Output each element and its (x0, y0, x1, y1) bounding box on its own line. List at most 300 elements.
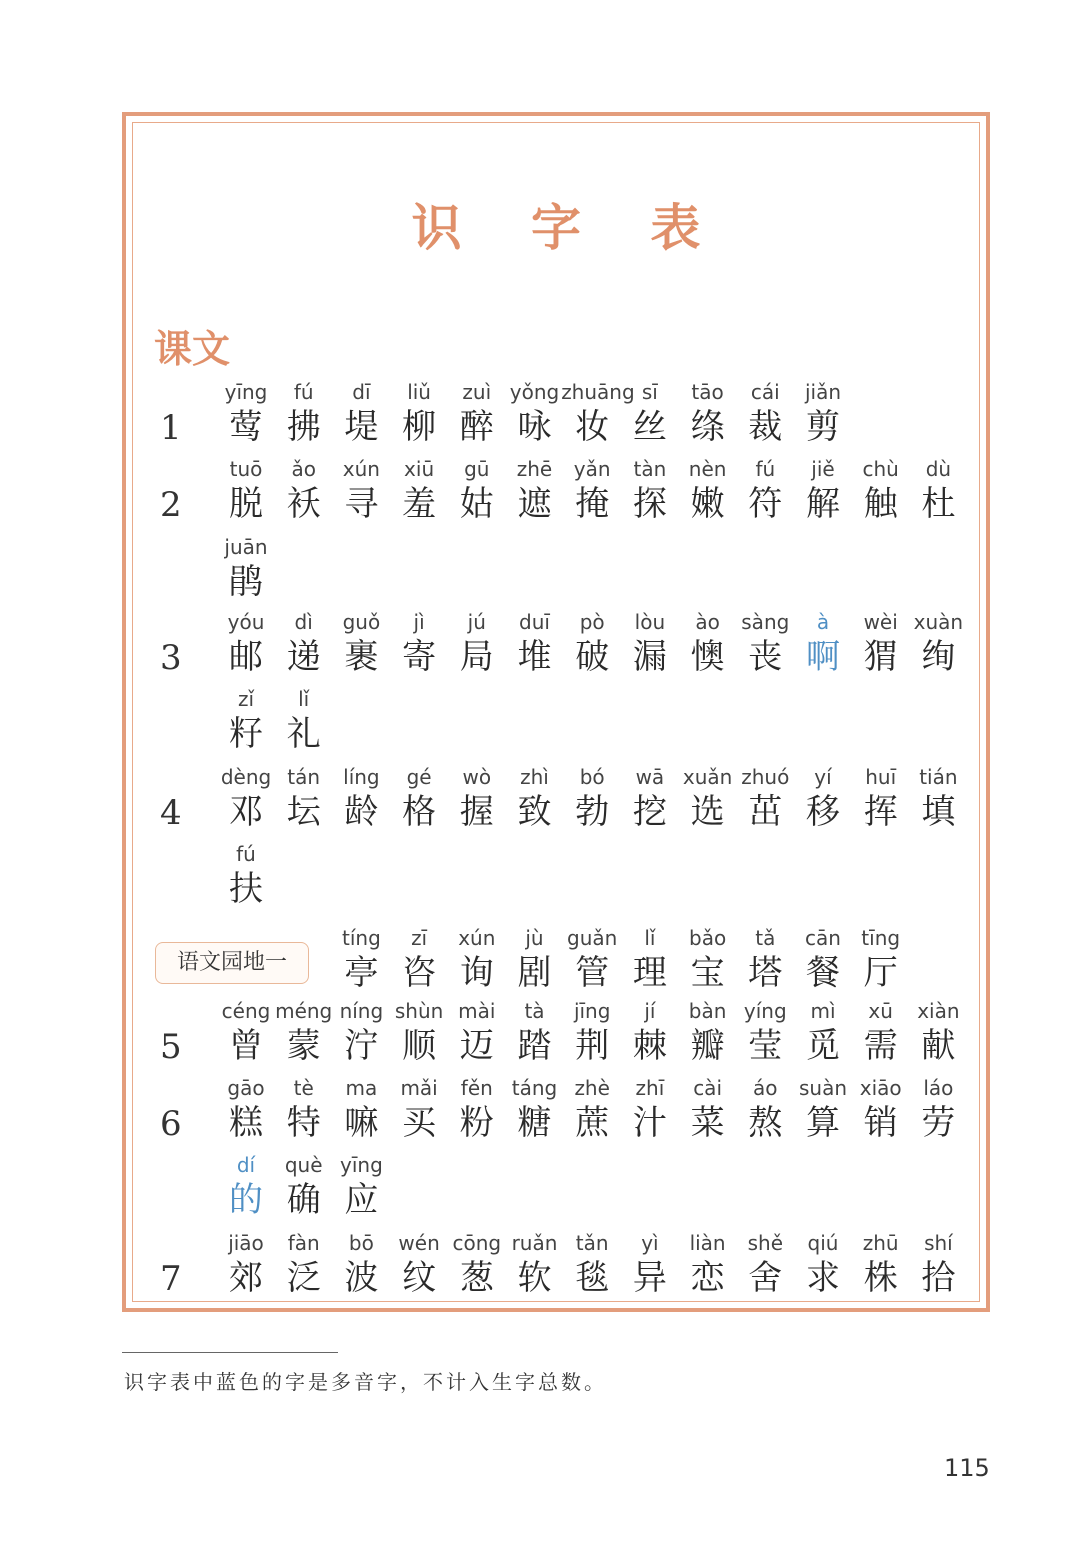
pinyin: yíng (743, 999, 787, 1023)
pinyin: mǎi (400, 1076, 438, 1100)
pinyin: bó (579, 765, 605, 789)
character-cell (215, 997, 277, 1067)
hanzi: 礼 (286, 714, 321, 754)
pinyin: ào (695, 610, 720, 634)
pinyin: wò (462, 765, 492, 789)
character-cell (907, 1074, 969, 1144)
hanzi: 理 (632, 953, 667, 993)
pinyin: láo (923, 1076, 954, 1100)
character-cell (330, 763, 392, 833)
pinyin: dí (236, 1153, 256, 1177)
pinyin: fú (755, 457, 776, 481)
hanzi: 汁 (632, 1103, 667, 1143)
hanzi: 递 (286, 637, 321, 677)
hanzi: 献 (921, 1026, 956, 1066)
character-cell (273, 378, 335, 448)
hanzi: 特 (286, 1103, 321, 1143)
pinyin: xún (342, 457, 380, 481)
pinyin: qiú (807, 1231, 839, 1255)
hanzi: 挖 (632, 792, 667, 832)
pinyin: xū (868, 999, 893, 1023)
character-cell (792, 997, 854, 1067)
pinyin: méng (275, 999, 333, 1023)
hanzi: 莹 (748, 1026, 783, 1066)
pinyin: fàn (287, 1231, 320, 1255)
character-cell (850, 997, 912, 1067)
pinyin: yí (814, 765, 832, 789)
hanzi: 解 (806, 484, 840, 524)
pinyin: áo (753, 1076, 778, 1100)
hanzi: 顺 (402, 1026, 437, 1066)
character-cell (504, 608, 566, 678)
hanzi: 茁 (748, 792, 783, 832)
hanzi: 糕 (229, 1103, 263, 1143)
character-cell (330, 997, 392, 1067)
pinyin: shě (747, 1231, 783, 1255)
character-cell (388, 378, 450, 448)
character-cell (273, 685, 335, 755)
character-cell (677, 1229, 739, 1299)
character-cell (504, 1074, 566, 1144)
hanzi: 纹 (402, 1258, 437, 1298)
pinyin: jú (467, 610, 486, 634)
pinyin: gāo (227, 1076, 265, 1100)
pinyin: juān (224, 535, 268, 559)
hanzi: 葱 (459, 1258, 494, 1298)
pinyin: jí (644, 999, 656, 1023)
pinyin: zhuāng (561, 380, 635, 404)
pinyin: lǐ (298, 687, 310, 711)
hanzi: 裹 (344, 637, 379, 677)
character-cell (561, 997, 623, 1067)
character-cell (273, 997, 335, 1067)
hanzi: 拾 (921, 1258, 956, 1298)
pinyin: tà (524, 999, 545, 1023)
pinyin: tāo (691, 380, 724, 404)
character-cell (850, 924, 912, 994)
hanzi: 买 (402, 1103, 437, 1143)
hanzi: 邓 (229, 792, 263, 832)
hanzi: 软 (517, 1258, 552, 1298)
character-cell (850, 1229, 912, 1299)
character-cell (619, 608, 681, 678)
pinyin: gū (464, 457, 490, 481)
pinyin: liàn (689, 1231, 726, 1255)
table-row (0, 997, 1080, 1067)
character-cell (792, 1074, 854, 1144)
hanzi: 致 (517, 792, 552, 832)
pinyin: yǒng (509, 380, 560, 404)
pinyin: shùn (394, 999, 444, 1023)
hanzi: 堆 (517, 637, 552, 677)
hanzi: 填 (921, 792, 956, 832)
hanzi: 丝 (632, 407, 667, 447)
character-cell (907, 608, 969, 678)
pinyin: cái (750, 380, 780, 404)
hanzi: 需 (863, 1026, 898, 1066)
hanzi: 舍 (748, 1258, 783, 1298)
character-cell (734, 608, 796, 678)
hanzi: 扶 (229, 869, 263, 909)
character-cell (273, 763, 335, 833)
hanzi: 粉 (459, 1103, 494, 1143)
character-cell (734, 1074, 796, 1144)
character-cell (273, 608, 335, 678)
character-cell (388, 455, 450, 525)
pinyin: yǎn (573, 457, 611, 481)
character-cell (792, 378, 854, 448)
hanzi: 销 (863, 1103, 898, 1143)
pinyin: pò (579, 610, 605, 634)
pinyin: zhì (520, 765, 549, 789)
lesson-number: 5 (160, 1027, 182, 1067)
pinyin: sàng (741, 610, 790, 634)
hanzi: 寄 (402, 637, 437, 677)
pinyin: zhē (516, 457, 553, 481)
character-cell (561, 1229, 623, 1299)
character-cell (215, 533, 277, 603)
character-cell (446, 378, 508, 448)
footnote: 识字表中蓝色的字是多音字，不计入生字总数。 (124, 1370, 607, 1394)
pinyin: duī (519, 610, 550, 634)
page-title: 识 字 表 (411, 198, 727, 257)
character-cell (215, 378, 277, 448)
character-cell (446, 997, 508, 1067)
hanzi: 嘛 (344, 1103, 379, 1143)
pinyin: wén (398, 1231, 440, 1255)
pinyin: tǎn (575, 1231, 609, 1255)
hanzi: 棘 (632, 1026, 667, 1066)
pinyin: cān (805, 926, 841, 950)
pinyin: lòu (634, 610, 666, 634)
character-cell (388, 924, 450, 994)
character-cell (388, 1074, 450, 1144)
character-cell (734, 924, 796, 994)
character-cell (330, 924, 392, 994)
hanzi: 瓣 (690, 1026, 725, 1066)
page-number: 115 (944, 1454, 990, 1482)
hanzi: 掩 (575, 484, 610, 524)
hanzi: 咏 (517, 407, 552, 447)
character-cell (388, 997, 450, 1067)
character-cell (388, 763, 450, 833)
character-cell (330, 608, 392, 678)
pinyin: bàn (688, 999, 727, 1023)
hanzi: 鹃 (229, 562, 263, 602)
lesson-number: 7 (160, 1259, 182, 1299)
character-cell (504, 997, 566, 1067)
hanzi: 餐 (806, 953, 840, 993)
pinyin: zī (411, 926, 428, 950)
hanzi: 堤 (344, 407, 379, 447)
hanzi: 觅 (806, 1026, 840, 1066)
pinyin: zhū (862, 1231, 899, 1255)
character-cell (504, 378, 566, 448)
hanzi: 猬 (863, 637, 898, 677)
hanzi: 姑 (459, 484, 494, 524)
character-cell (907, 455, 969, 525)
hanzi: 龄 (344, 792, 379, 832)
hanzi: 格 (402, 792, 437, 832)
footnote-rule (122, 1352, 338, 1353)
pinyin: yì (641, 1231, 659, 1255)
hanzi: 剧 (517, 953, 552, 993)
pinyin: nèn (688, 457, 727, 481)
character-cell (850, 455, 912, 525)
hanzi: 绦 (690, 407, 725, 447)
hanzi: 踏 (517, 1026, 552, 1066)
pinyin: wèi (863, 610, 898, 634)
character-cell (561, 455, 623, 525)
hanzi: 局 (459, 637, 494, 677)
hanzi: 符 (748, 484, 783, 524)
hanzi: 求 (806, 1258, 840, 1298)
hanzi: 确 (286, 1180, 321, 1220)
hanzi: 坛 (286, 792, 321, 832)
character-cell (273, 1074, 335, 1144)
table-row (0, 1151, 1080, 1221)
hanzi: 厅 (863, 953, 898, 993)
pinyin: fú (293, 380, 314, 404)
pinyin: guǒ (342, 610, 381, 634)
table-row (0, 533, 1080, 603)
character-cell (677, 608, 739, 678)
character-cell-polyphone (792, 608, 854, 678)
hanzi: 恋 (690, 1258, 725, 1298)
character-cell (734, 455, 796, 525)
hanzi: 泞 (344, 1026, 379, 1066)
pinyin: zuì (462, 380, 492, 404)
pinyin: xiū (404, 457, 435, 481)
hanzi: 绚 (921, 637, 956, 677)
character-cell (446, 1074, 508, 1144)
character-cell (677, 763, 739, 833)
pinyin: zhè (574, 1076, 610, 1100)
hanzi: 糖 (517, 1103, 552, 1143)
pinyin: ruǎn (511, 1231, 558, 1255)
pinyin: táng (511, 1076, 558, 1100)
hanzi: 异 (632, 1258, 667, 1298)
character-cell (388, 608, 450, 678)
lesson-number: 2 (160, 485, 182, 525)
pinyin: yīng (224, 380, 268, 404)
character-cell (792, 455, 854, 525)
hanzi: 醉 (459, 407, 494, 447)
character-cell (792, 763, 854, 833)
hanzi: 郊 (229, 1258, 263, 1298)
character-cell (561, 1074, 623, 1144)
pinyin: wā (635, 765, 665, 789)
hanzi: 拂 (286, 407, 321, 447)
character-cell (330, 1151, 392, 1221)
hanzi: 邮 (229, 637, 263, 677)
character-cell (330, 378, 392, 448)
character-cell (561, 924, 623, 994)
section-label: 课文 (154, 326, 231, 371)
hanzi: 咨 (402, 953, 437, 993)
pinyin: jiě (811, 457, 835, 481)
table-row (0, 763, 1080, 833)
character-cell (504, 924, 566, 994)
character-cell (734, 1229, 796, 1299)
character-cell (215, 840, 277, 910)
table-row (0, 1229, 1080, 1299)
character-cell (677, 997, 739, 1067)
pinyin: cài (693, 1076, 722, 1100)
hanzi: 挥 (863, 792, 898, 832)
hanzi: 应 (344, 1180, 379, 1220)
pinyin: céng (221, 999, 271, 1023)
pinyin: mài (458, 999, 496, 1023)
hanzi: 荆 (575, 1026, 610, 1066)
character-cell (215, 1074, 277, 1144)
pinyin: níng (339, 999, 384, 1023)
pinyin: xiāo (859, 1076, 902, 1100)
pinyin: huī (865, 765, 897, 789)
character-cell (561, 763, 623, 833)
hanzi: 菜 (690, 1103, 725, 1143)
hanzi: 触 (863, 484, 898, 524)
character-cell (619, 997, 681, 1067)
hanzi: 迈 (459, 1026, 494, 1066)
character-cell (330, 455, 392, 525)
lesson-number: 1 (160, 408, 182, 448)
character-cell (619, 924, 681, 994)
character-cell (273, 455, 335, 525)
pinyin: jì (413, 610, 425, 634)
pinyin: xiàn (917, 999, 960, 1023)
character-cell (446, 924, 508, 994)
hanzi: 毯 (575, 1258, 610, 1298)
character-cell (850, 763, 912, 833)
hanzi: 塔 (748, 953, 783, 993)
pinyin: tàn (633, 457, 667, 481)
pinyin: jù (525, 926, 544, 950)
hanzi: 懊 (690, 637, 725, 677)
hanzi: 莺 (229, 407, 263, 447)
pinyin: cōng (452, 1231, 502, 1255)
hanzi: 嫩 (690, 484, 725, 524)
character-cell (446, 455, 508, 525)
character-cell (792, 924, 854, 994)
character-cell (677, 924, 739, 994)
pinyin: zhī (635, 1076, 665, 1100)
table-row (0, 685, 1080, 755)
hanzi: 丧 (748, 637, 783, 677)
hanzi: 啊 (806, 637, 840, 677)
character-cell (388, 1229, 450, 1299)
hanzi: 劳 (921, 1103, 956, 1143)
pinyin: yóu (227, 610, 265, 634)
character-cell (619, 1229, 681, 1299)
pinyin: suàn (798, 1076, 848, 1100)
hanzi: 株 (863, 1258, 898, 1298)
character-cell (907, 763, 969, 833)
character-cell (561, 608, 623, 678)
pinyin: tián (919, 765, 958, 789)
hanzi: 杜 (921, 484, 956, 524)
hanzi: 遮 (517, 484, 552, 524)
hanzi: 探 (632, 484, 667, 524)
pinyin: guǎn (567, 926, 618, 950)
character-cell (446, 763, 508, 833)
character-cell (330, 1229, 392, 1299)
pinyin: ǎo (291, 457, 316, 481)
hanzi: 蒙 (286, 1026, 321, 1066)
character-cell (619, 378, 681, 448)
character-cell (446, 608, 508, 678)
character-cell (677, 455, 739, 525)
table-row (0, 1074, 1080, 1144)
character-cell (677, 1074, 739, 1144)
pinyin: dèng (220, 765, 272, 789)
hanzi: 籽 (229, 714, 263, 754)
character-cell (215, 1229, 277, 1299)
hanzi: 袄 (286, 484, 321, 524)
hanzi: 羞 (402, 484, 437, 524)
character-cell (619, 1074, 681, 1144)
character-cell (273, 1151, 335, 1221)
hanzi: 曾 (229, 1026, 263, 1066)
character-cell-polyphone (215, 1151, 277, 1221)
character-cell (850, 1074, 912, 1144)
hanzi: 勃 (575, 792, 610, 832)
pinyin: bō (348, 1231, 374, 1255)
lesson-number: 6 (160, 1104, 182, 1144)
character-cell (561, 378, 635, 448)
pinyin: chù (862, 457, 899, 481)
pinyin: fú (236, 842, 256, 866)
hanzi: 破 (575, 637, 610, 677)
table-row (0, 608, 1080, 678)
pinyin: dù (925, 457, 952, 481)
pinyin: tuō (229, 457, 263, 481)
hanzi: 脱 (229, 484, 263, 524)
character-cell (504, 763, 566, 833)
table-row (0, 924, 1080, 994)
character-cell (504, 455, 566, 525)
pinyin: gé (406, 765, 432, 789)
pinyin: xún (458, 926, 496, 950)
hanzi: 波 (344, 1258, 379, 1298)
character-cell (504, 1229, 566, 1299)
table-row (0, 378, 1080, 448)
hanzi: 选 (690, 792, 725, 832)
pinyin: dī (352, 380, 371, 404)
character-cell (792, 1229, 854, 1299)
section-badge: 语文园地一 (155, 942, 309, 984)
character-cell (619, 455, 681, 525)
hanzi: 漏 (632, 637, 667, 677)
pinyin: tīng (861, 926, 901, 950)
hanzi: 寻 (344, 484, 379, 524)
character-cell (446, 1229, 508, 1299)
character-cell (619, 763, 681, 833)
hanzi: 蔗 (575, 1103, 610, 1143)
hanzi: 熬 (748, 1103, 783, 1143)
hanzi: 裁 (748, 407, 783, 447)
character-cell (907, 997, 969, 1067)
pinyin: à (816, 610, 830, 634)
pinyin: xuǎn (682, 765, 733, 789)
character-cell (215, 685, 277, 755)
hanzi: 剪 (806, 407, 840, 447)
pinyin: liǔ (407, 380, 431, 404)
hanzi: 泛 (286, 1258, 321, 1298)
pinyin: mì (810, 999, 836, 1023)
pinyin: fěn (460, 1076, 493, 1100)
character-cell (734, 997, 796, 1067)
